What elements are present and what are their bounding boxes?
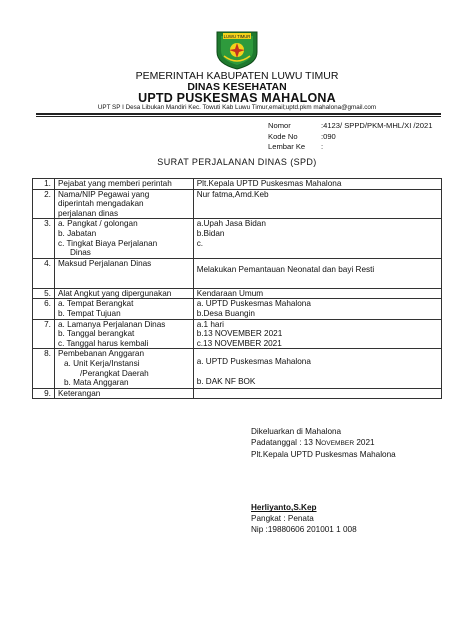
meta-row-sheet: Lembar Ke : [268, 142, 324, 151]
institution-address: UPT SP I Desa Libukan Mandiri Kec. Towuti Kab Luwu Timur,email;uptd.pkm mahalona@gmail.com [97, 104, 377, 111]
signer-name: Herliyanto,S.Kep [251, 503, 317, 513]
signature-block [251, 427, 396, 536]
table-row: 9. Keterangan [33, 388, 442, 399]
signature-space [251, 460, 396, 503]
table-row: 3. a. Pangkat / golongan b. Jabatan c. Tingkat Biaya Perjalanan Dinas a.Upah Jasa Bidan b.Bidan c. [33, 219, 442, 258]
header-divider-thin [36, 116, 441, 117]
table-row: 4. Maksud Perjalanan Dinas Melakukan Pemantauan Neonatal dan bayi Resti [33, 258, 442, 288]
institution-name: UPTD PUSKESMAS MAHALONA [138, 91, 336, 105]
table-row: 7. a. Lamanya Perjalanan Dinas b. Tanggal berangkat c. Tanggal harus kembali a.1 hari b.13 NOVEMBER 2021 c.13 NOVEMBER 2021 [33, 319, 442, 349]
signer-position: Plt.Kepala UPTD Puskesmas Mahalona [251, 449, 396, 459]
svg-text:LUWU TIMUR: LUWU TIMUR [223, 34, 251, 39]
meta-row-code: Kode No :090 [268, 131, 336, 141]
document-title: SURAT PERJALANAN DINAS (SPD) [157, 157, 317, 167]
issued-place: Dikeluarkan di Mahalona [251, 427, 342, 436]
department-name: DINAS KESEHATAN [187, 81, 287, 93]
table-row: 1. Pejabat yang memberi perintah Plt.Kepala UPTD Puskesmas Mahalona [33, 179, 442, 190]
spd-table [32, 178, 442, 399]
issued-date: Padatanggal : 13 NOVEMBER 2021 [251, 437, 375, 447]
table-row: 5. Alat Angkut yang dipergunakan Kendaraan Umum [33, 288, 442, 299]
government-name: PEMERINTAH KABUPATEN LUWU TIMUR [135, 70, 339, 82]
signer-nip: Nip :19880606 201001 1 008 [251, 524, 357, 534]
table-row: 2. Nama/NIP Pegawai yang diperintah mengadakan perjalanan dinas Nur fatma,Amd.Keb [33, 189, 442, 219]
table-row: 8. Pembebanan Anggaran a. Unit Kerja/Instansi /Perangkat Daerah b. Mata Anggaran a. UPTD Puskesmas Mahalona b. DAK NF BOK [33, 349, 442, 388]
signer-rank: Pangkat : Penata [251, 514, 314, 524]
header-divider [36, 113, 441, 115]
table-row: 6. a. Tempat Berangkat b. Tempat Tujuan a. UPTD Puskesmas Mahalona b.Desa Buangin [33, 299, 442, 319]
meta-row-number: Nomor :4123/ SPPD/PKM-MHL/XI /2021 [268, 121, 433, 130]
letter-meta [268, 121, 432, 153]
regency-emblem-icon [213, 26, 261, 70]
